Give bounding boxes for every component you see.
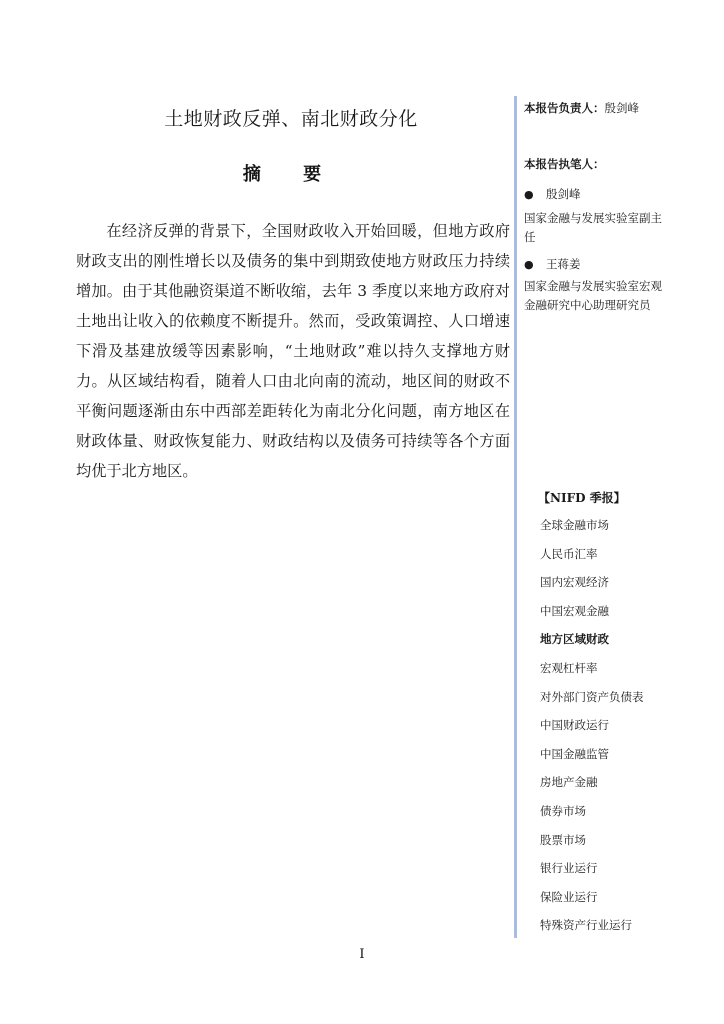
author-name: 殷剑峰 xyxy=(546,187,581,201)
bullet-icon: ● xyxy=(524,188,534,201)
series-item[interactable]: 国内宏观经济 xyxy=(540,575,609,590)
abstract-body xyxy=(76,216,510,486)
report-title: 土地财政反弹、南北财政分化 xyxy=(164,108,418,130)
series-item[interactable]: 中国宏观金融 xyxy=(540,603,609,618)
series-item[interactable]: 中国金融监管 xyxy=(540,746,609,761)
author-1 xyxy=(524,186,674,202)
page-number: I xyxy=(359,947,365,962)
series-item[interactable]: 债券市场 xyxy=(540,803,586,818)
series-item[interactable]: 中国财政运行 xyxy=(540,718,609,733)
series-item[interactable]: 保险业运行 xyxy=(540,889,598,904)
lead-label: 本报告负责人： xyxy=(524,101,605,115)
author-2-desc: 国家金融与发展实验室宏观金融研究中心助理研究员 xyxy=(524,279,662,312)
series-item[interactable]: 人民币汇率 xyxy=(540,546,598,561)
abstract-paragraph: 在经济反弹的背景下，全国财政收入开始回暖，但地方政府财政支出的刚性增长以及债务的集中到期致使地方财政压力持续增加。由于其他融资渠道不断收缩，去年 3 季度以来地方政府对土地出让收入的依赖度不断提升。然而，受政策调控、人口增速下滑及基建放缓等因素影响，“土地财政”难以持久支撑地方财力。从区域结构看，随着人口由北向南的流动，地区间的财政不平衡问题逐渐由东中西部差距转化为南北分化问题，南方地区在财政体量、财政恢复能力、财政结构以及债务可持续等各个方面均优于北方地区。 xyxy=(76,222,510,480)
series-item-active[interactable]: 地方区域财政 xyxy=(540,632,609,647)
author-name: 王蒋姜 xyxy=(546,257,581,271)
series-title: 【NIFD 季报】 xyxy=(538,491,626,505)
writers-label: 本报告执笔人： xyxy=(524,157,605,171)
author-1-desc: 国家金融与发展实验室副主任 xyxy=(524,211,662,244)
series-item[interactable]: 宏观杠杆率 xyxy=(540,660,598,675)
bullet-icon: ● xyxy=(524,258,534,271)
series-item[interactable]: 房地产金融 xyxy=(540,775,598,790)
series-list xyxy=(540,511,644,940)
author-2 xyxy=(524,256,674,272)
lead-name: 殷剑峰 xyxy=(604,101,639,115)
series-item[interactable]: 对外部门资产负债表 xyxy=(540,689,644,704)
series-item[interactable]: 银行业运行 xyxy=(540,861,598,876)
report-lead xyxy=(524,100,674,116)
sidebar-divider xyxy=(514,96,517,938)
series-item[interactable]: 特殊资产行业运行 xyxy=(540,918,632,933)
abstract-heading: 摘 要 xyxy=(242,164,340,185)
series-item[interactable]: 全球金融市场 xyxy=(540,518,609,532)
series-item[interactable]: 股票市场 xyxy=(540,832,586,847)
